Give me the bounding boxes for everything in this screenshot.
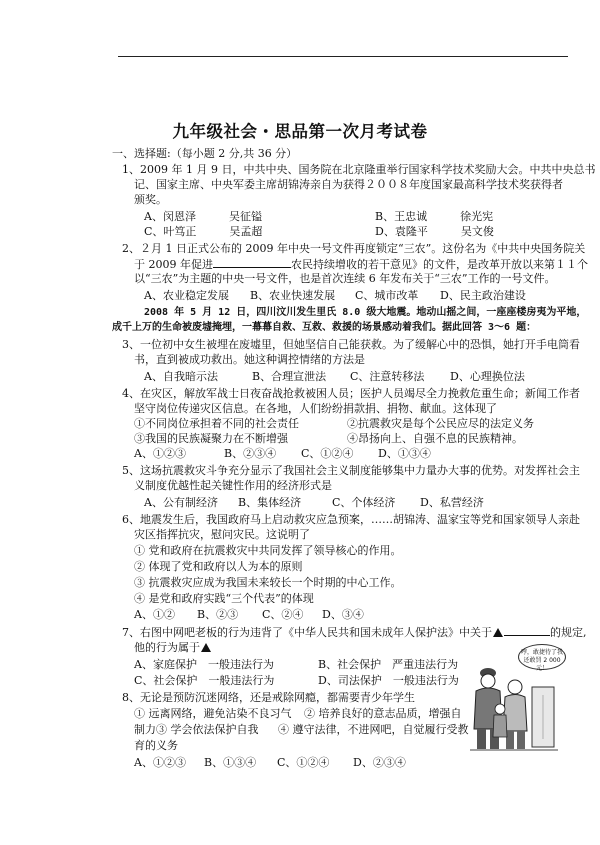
q8-item-2: ② 培养良好的意志品质，增强自 <box>304 707 462 720</box>
q3-option-c: C、注意转移法 <box>350 370 425 383</box>
q5-line-2: 义制度优越性起关键性作用的经济形式是 <box>134 479 332 492</box>
q6-line-1: 6、地震发生后，我国政府马上启动救灾应急预案，……胡锦涛、温家宝等党和国家领导人亲赴 <box>122 513 580 526</box>
q7-line-1-a: 7、右图中网吧老板的行为违背了《中华人民共和国未成年人保护法》中关于 <box>122 626 492 639</box>
material-note-line-1: 2008 年 5 月 12 日，四川汶川发生里氏 8.0 级大地震。地动山摇之间，一座座楼房夷为平地， <box>144 307 587 318</box>
q7-option-b: B、社会保护 严重违法行为 <box>318 658 459 671</box>
q2-line-1: 2、２月 1 日正式公布的 2009 年中央一号文件再度锁定“三农”。这份名为《中共中央国务院关 <box>122 242 586 255</box>
q8-option-b: B、①③④ <box>204 756 257 769</box>
q4-option-a: A、①②③ <box>134 447 186 460</box>
q5-option-b: B、集体经济 <box>238 496 302 509</box>
q2-line-2 <box>134 257 588 271</box>
q6-item-4: ④ 是党和政府实践“三个代表”的体现 <box>134 592 314 605</box>
q8-item-4: ④ 遵守法律，不进网吧，自觉履行受教 <box>278 723 469 736</box>
q4-option-d: D、①③④ <box>378 447 431 460</box>
q3-line-2: 书，直到被成功救出。她这种调控情绪的方法是 <box>134 353 365 366</box>
q4-item-3: ③我国的民族凝聚力在不断增强 <box>134 432 288 445</box>
q1-option-d: D、袁隆平 吴文俊 <box>375 225 494 238</box>
q5-option-d: D、私营经济 <box>420 496 484 509</box>
q2-blank <box>213 257 291 268</box>
q6-option-b: B、②③ <box>197 608 239 621</box>
q4-item-4: ④昂扬向上、自强不息的民族精神。 <box>347 432 523 445</box>
q6-item-1: ① 党和政府在抗震救灾中共同发挥了领导核心的作用。 <box>134 544 402 557</box>
q8-item-3: 制力③ 学会依法保护自我 <box>134 723 259 736</box>
q2-option-d: D、民主政治建设 <box>440 289 526 302</box>
q4-item-2: ②抗震救灾是每个公民应尽的法定义务 <box>347 417 534 430</box>
q3-option-b: B、合理宣泄法 <box>252 370 327 383</box>
q2-option-b: B、农业快速发展 <box>250 289 336 302</box>
exam-title: 九年级社会・思品第一次月考试卷 <box>172 122 428 141</box>
material-note-line-2: 成千上万的生命被废墟掩埋，一幕幕自救、互救、救援的场景感动着我们。据此回答 3～6 题： <box>112 322 537 333</box>
q7-blank <box>504 625 550 636</box>
q6-option-c: C、②④ <box>262 608 304 621</box>
q2-line-3: 以“三农”为主题的中央一号文件，也是首次连续 6 年发布关于“三农”工作的一号文件。 <box>134 272 556 285</box>
q3-option-d: D、心理换位法 <box>450 370 525 383</box>
q2-line-2-a: 于 2009 年促进 <box>134 258 213 271</box>
q2-line-2-b: 农民持续增收的若干意见》的文件，是改革开放以来第１１个 <box>291 258 588 271</box>
q1-option-b: B、王忠诚 徐光宪 <box>375 210 494 223</box>
q4-line-2: 坚守岗位传递灾区信息。在各地，人们纷纷捐款捐、捐物、献血。这体现了 <box>134 402 497 415</box>
q8-line-1: 8、无论是预防沉迷网络，还是戒除网瘾，都需要青少年学生 <box>122 691 415 704</box>
q2-option-c: C、城市改革 <box>355 289 419 302</box>
header-rule <box>118 56 568 57</box>
q5-line-1: 5、这场抗震救灾斗争充分显示了我国社会主义制度能够集中力量办大事的优势。对发挥社会主 <box>122 464 580 477</box>
q1-option-c: C、叶笃正 吴孟超 <box>144 225 263 238</box>
q7-option-a: A、家庭保护 一般违法行为 <box>134 658 274 671</box>
q8-option-a: A、①②③ <box>134 756 186 769</box>
q7-line-2-text: 他的行为属于 <box>134 641 200 654</box>
q3-option-a: A、自我暗示法 <box>144 370 218 383</box>
q4-line-1: 4、在灾区，解放军战士日夜奋战抢救被困人员；医护人员竭尽全力挽救危重生命；新闻工作者 <box>122 387 580 400</box>
q7-line-1 <box>122 625 587 639</box>
q4-item-1: ①不同岗位承担着不同的社会责任 <box>134 417 299 430</box>
q4-option-b: B、②③④ <box>224 447 277 460</box>
q6-line-2: 灾区指挥抗灾，慰问灾民。这说明了 <box>134 528 310 541</box>
q8-line-4: 育的义务 <box>134 739 178 752</box>
speech-bubble: 哼，敢捷待了我 还敢罚 2 000 元！ <box>518 644 566 670</box>
q7-line-1-b: 的规定, <box>550 626 587 639</box>
q5-option-a: A、公有制经济 <box>144 496 218 509</box>
q1-line-1: 1、2009 年 1 月 9 日，中共中央、国务院在北京隆重举行国家科学技术奖励大会。中共中央总书 <box>122 163 596 176</box>
q7-line-2 <box>134 641 212 654</box>
q4-option-c: C、①②④ <box>301 447 354 460</box>
q6-item-3: ③ 抗震救灾应成为我国未来较长一个时期的中心工作。 <box>134 576 402 589</box>
q8-option-c: C、①②④ <box>277 756 330 769</box>
q1-option-a: A、闵恩泽 吴征镒 <box>144 210 262 223</box>
q8-option-d: D、②③④ <box>353 756 406 769</box>
q1-line-2: 记、国家主席、中央军委主席胡锦涛亲自为获得２００８年度国家最高科学技术奖获得者 <box>134 178 563 191</box>
q3-line-1: 3、一位初中女生被埋在废墟里，但她坚信自己能获救。为了缓解心中的恐惧，她打开手电筒看 <box>122 338 580 351</box>
q7-option-c: C、社会保护 一般违法行为 <box>134 674 275 687</box>
q6-option-a: A、①② <box>134 608 175 621</box>
section-heading: 一、选择题:（每小题 2 分,共 36 分） <box>112 147 298 160</box>
q6-item-2: ② 体现了党和政府以人为本的原则 <box>134 560 303 573</box>
q7-option-d: D、司法保护 一般违法行为 <box>318 674 459 687</box>
blank-triangle-icon <box>493 628 503 637</box>
q2-option-a: A、农业稳定发展 <box>144 289 229 302</box>
q8-item-1: ① 远离网络，避免沾染不良习气 <box>134 707 292 720</box>
blank-triangle-icon <box>201 643 211 652</box>
q1-line-3: 颁奖。 <box>134 193 167 206</box>
q6-option-d: D、③④ <box>322 608 364 621</box>
q5-option-c: C、个体经济 <box>332 496 396 509</box>
